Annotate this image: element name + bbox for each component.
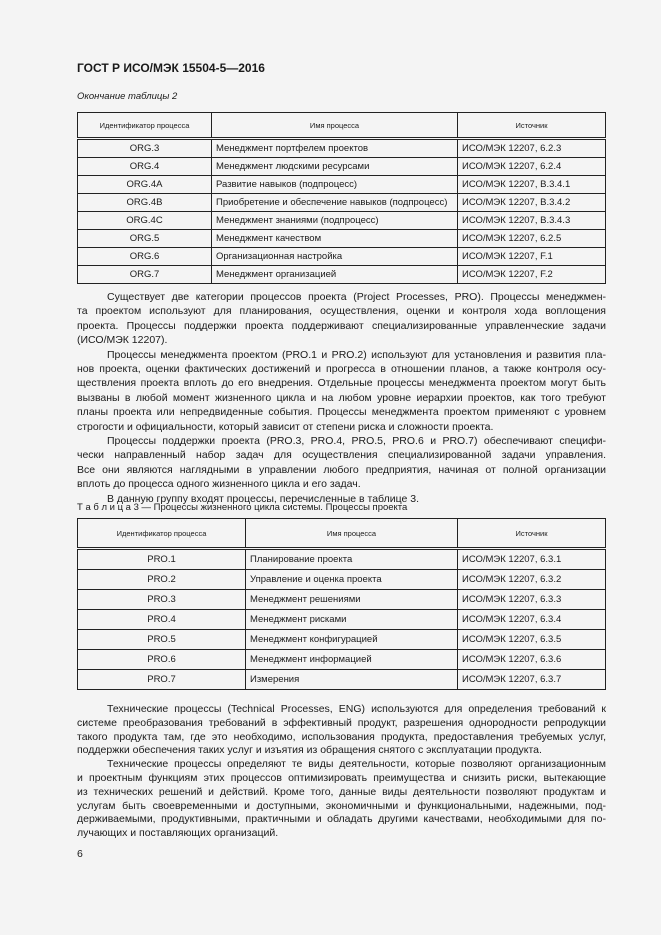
process-name-cell: Менеджмент решениями: [246, 590, 458, 610]
table-row: [78, 230, 606, 248]
text-line: вызваны в любой момент жизненного цикла и на любом уровне иерархии проектов, как того требуют: [77, 391, 606, 404]
text-line: Существует две категории процессов проекта (Project Processes, PRO). Процессы менеджмен-: [107, 291, 606, 303]
source-cell: ИСО/МЭК 12207, 6.2.3: [458, 139, 606, 158]
process-name-cell: Менеджмент людскими ресурсами: [212, 158, 458, 176]
table3-caption: Т а б л и ц а 3 — Процессы жизненного цикла системы. Процессы проекта: [77, 502, 408, 513]
table-row: [78, 590, 606, 610]
text-line: Процессы поддержки проекта (PRO.3, PRO.4, PRO.5, PRO.6 и PRO.7) обеспечивают специфи-: [107, 435, 606, 448]
text-block-2: [77, 703, 606, 841]
paragraph: [77, 758, 606, 841]
text-line: планы проекта или непредвиденные события. Процессы менеджмента проектом применяют с уровнем: [77, 406, 606, 419]
table-header-row: [78, 113, 606, 139]
column-header: Идентификатор процесса: [78, 519, 246, 549]
process-id-cell: PRO.5: [78, 630, 246, 650]
source-cell: ИСО/МЭК 12207, B.3.4.1: [458, 176, 606, 194]
text-line: Технические процессы (Technical Processes, ENG) используются для определения требований к: [107, 703, 606, 715]
text-line: проекта. Процессы поддержки проекта поддерживают специализированные управленческие задачи: [77, 319, 606, 332]
source-cell: ИСО/МЭК 12207, 6.3.7: [458, 670, 606, 690]
paragraph: [77, 348, 606, 434]
column-header: Имя процесса: [246, 519, 458, 549]
table-row: [78, 610, 606, 630]
text-line: такого продукта там, где это необходимо, использования продукта, предоставления требуемых услуг,: [77, 730, 606, 743]
source-cell: ИСО/МЭК 12207, 6.2.5: [458, 230, 606, 248]
text-line: В данную группу входят процессы, перечисленные в таблице 3.: [107, 492, 419, 505]
document-header: ГОСТ Р ИСО/МЭК 15504-5—2016: [77, 61, 265, 75]
text-line: строгости и официальности, который зависит от степени риска и сложности проекта.: [77, 420, 494, 433]
table2-caption: Окончание таблицы 2: [77, 91, 178, 102]
table-row: [78, 176, 606, 194]
process-name-cell: Измерения: [246, 670, 458, 690]
text-line: лучающих и поставляющих организаций.: [77, 827, 279, 840]
source-cell: ИСО/МЭК 12207, B.3.4.3: [458, 212, 606, 230]
table-row: [78, 139, 606, 158]
text-line: услугам быть своевременными и доступными, экономичными и функциональными, надежными, под-: [77, 799, 606, 812]
paragraph: [77, 290, 606, 348]
table-row: [78, 266, 606, 284]
source-cell: ИСО/МЭК 12207, B.3.4.2: [458, 194, 606, 212]
column-header: Источник: [458, 113, 606, 139]
table-row: [78, 650, 606, 670]
process-id-cell: ORG.3: [78, 139, 212, 158]
table-row: [78, 630, 606, 650]
text-line: ществления проекта вплоть до его внедрения. Отдельные процессы менеджмента проектом могут быть: [77, 377, 606, 390]
process-id-cell: ORG.7: [78, 266, 212, 284]
process-id-cell: PRO.1: [78, 549, 246, 570]
process-name-cell: Менеджмент портфелем проектов: [212, 139, 458, 158]
source-cell: ИСО/МЭК 12207, 6.3.5: [458, 630, 606, 650]
process-id-cell: PRO.4: [78, 610, 246, 630]
process-name-cell: Развитие навыков (подпроцесс): [212, 176, 458, 194]
text-line: из технических решений и действий. Кроме того, данные виды деятельности позволяют продуктам и: [77, 785, 606, 798]
process-id-cell: PRO.7: [78, 670, 246, 690]
text-line: вплоть до процесса одного жизненного цикла и его задач.: [77, 478, 361, 491]
table-row: [78, 212, 606, 230]
text-line: Все они являются наглядными в управлении любого предприятия, начиная от полной организации: [77, 463, 606, 476]
process-id-cell: PRO.2: [78, 570, 246, 590]
column-header: Источник: [458, 519, 606, 549]
process-id-cell: ORG.6: [78, 248, 212, 266]
source-cell: ИСО/МЭК 12207, 6.3.2: [458, 570, 606, 590]
process-id-cell: ORG.5: [78, 230, 212, 248]
text-line: поддержки обеспечения таких услуг и изъятия из обращения снятого с эксплуатации продукта.: [77, 744, 542, 757]
process-name-cell: Управление и оценка проекта: [246, 570, 458, 590]
process-id-cell: PRO.6: [78, 650, 246, 670]
column-header: Имя процесса: [212, 113, 458, 139]
process-name-cell: Планирование проекта: [246, 549, 458, 570]
text-line: Технические процессы определяют те виды деятельности, которые позволяют организационным: [107, 758, 606, 771]
source-cell: ИСО/МЭК 12207, 6.3.6: [458, 650, 606, 670]
process-name-cell: Менеджмент качеством: [212, 230, 458, 248]
text-line: чески направленный набор задач для осуществления специализированной задачи управления.: [77, 449, 606, 462]
text-line: держиваемыми, продуктивными, практичными и обладать другими качествами, необходимыми для по-: [77, 813, 606, 826]
process-name-cell: Менеджмент конфигурацией: [246, 630, 458, 650]
table-3: [77, 518, 606, 690]
table-row: [78, 570, 606, 590]
page-number: 6: [77, 848, 83, 860]
process-id-cell: ORG.4B: [78, 194, 212, 212]
source-cell: ИСО/МЭК 12207, F.1: [458, 248, 606, 266]
table-row: [78, 549, 606, 570]
process-id-cell: ORG.4: [78, 158, 212, 176]
process-id-cell: PRO.3: [78, 590, 246, 610]
text-block-1: [77, 290, 606, 506]
column-header: Идентификатор процесса: [78, 113, 212, 139]
process-id-cell: ORG.4C: [78, 212, 212, 230]
source-cell: ИСО/МЭК 12207, 6.3.4: [458, 610, 606, 630]
text-line: системе преобразования требований в эффективный продукт, разрешения однородности репродукции: [77, 716, 606, 729]
process-name-cell: Организационная настройка: [212, 248, 458, 266]
process-name-cell: Менеджмент знаниями (подпроцесс): [212, 212, 458, 230]
table-row: [78, 158, 606, 176]
table-row: [78, 670, 606, 690]
text-line: и проектным функциям этих процессов оптимизировать преимущества и снизить риски, вытекающие: [77, 771, 606, 784]
process-id-cell: ORG.4A: [78, 176, 212, 194]
table-row: [78, 194, 606, 212]
process-name-cell: Приобретение и обеспечение навыков (подпроцесс): [212, 194, 458, 212]
process-name-cell: Менеджмент рисками: [246, 610, 458, 630]
text-line: (ИСО/МЭК 12207).: [77, 334, 168, 347]
process-name-cell: Менеджмент организацией: [212, 266, 458, 284]
paragraph: [77, 703, 606, 758]
text-line: Процессы менеджмента проектом (PRO.1 и PRO.2) используют для установления и развития пла-: [107, 348, 606, 361]
process-name-cell: Менеджмент информацией: [246, 650, 458, 670]
table-header-row: [78, 519, 606, 549]
source-cell: ИСО/МЭК 12207, 6.3.3: [458, 590, 606, 610]
table-row: [78, 248, 606, 266]
source-cell: ИСО/МЭК 12207, 6.2.4: [458, 158, 606, 176]
source-cell: ИСО/МЭК 12207, 6.3.1: [458, 549, 606, 570]
source-cell: ИСО/МЭК 12207, F.2: [458, 266, 606, 284]
text-line: та проектом используют для планирования, осуществления, оценки и контроля хода воплощения: [77, 305, 606, 318]
text-line: нов проекта, оценки фактических достижений и прогресса в отношении планов, а также контроля осу-: [77, 363, 606, 376]
table-2: [77, 112, 606, 284]
paragraph: [77, 434, 606, 492]
